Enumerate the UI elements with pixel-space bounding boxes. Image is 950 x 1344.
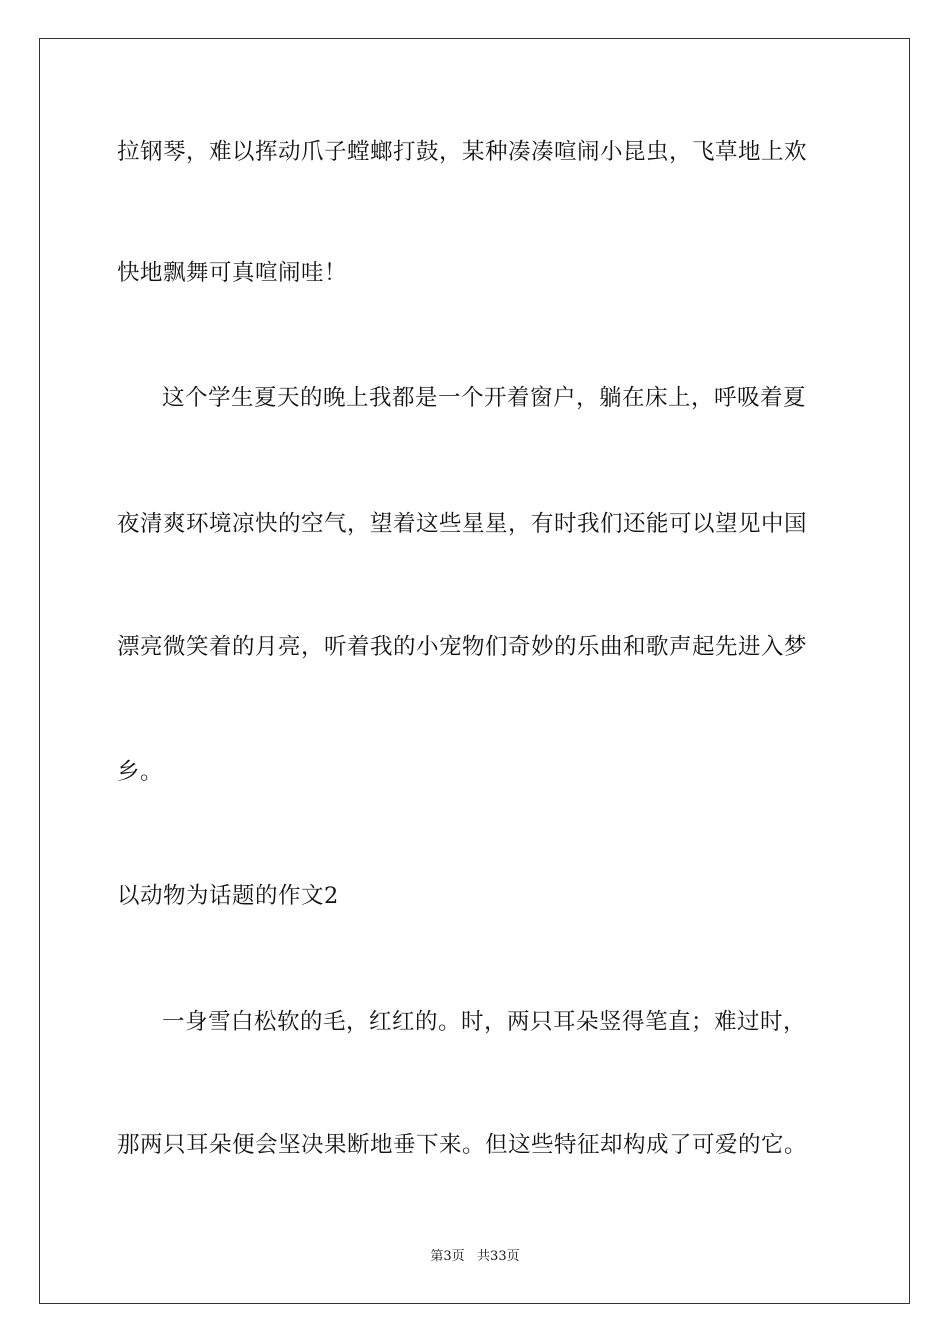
- body-line-2: 快地飘舞可真喧闹哇！: [117, 260, 348, 286]
- page-border: [39, 38, 910, 1304]
- body-line-1: 拉钢琴，难以挥动爪子螳螂打鼓，某种凑凑喧闹小昆虫，飞草地上欢: [117, 139, 808, 165]
- body-line-6: 乡。: [117, 759, 164, 785]
- body-line-8: 那两只耳朵便会坚决果断地垂下来。但这些特征却构成了可爱的它。: [117, 1132, 808, 1158]
- body-line-7: 一身雪白松软的毛，红红的。时，两只耳朵竖得笔直；难过时，: [162, 1009, 807, 1035]
- section-heading: 以动物为话题的作文2: [117, 883, 339, 909]
- body-line-3: 这个学生夏天的晚上我都是一个开着窗户，躺在床上，呼吸着夏: [162, 385, 807, 411]
- page-number-footer: 第3页 共33页: [430, 1249, 520, 1264]
- body-line-5: 漂亮微笑着的月亮，听着我的小宠物们奇妙的乐曲和歌声起先进入梦: [117, 634, 808, 660]
- body-line-4: 夜清爽环境凉快的空气，望着这些星星，有时我们还能可以望见中国: [117, 511, 808, 537]
